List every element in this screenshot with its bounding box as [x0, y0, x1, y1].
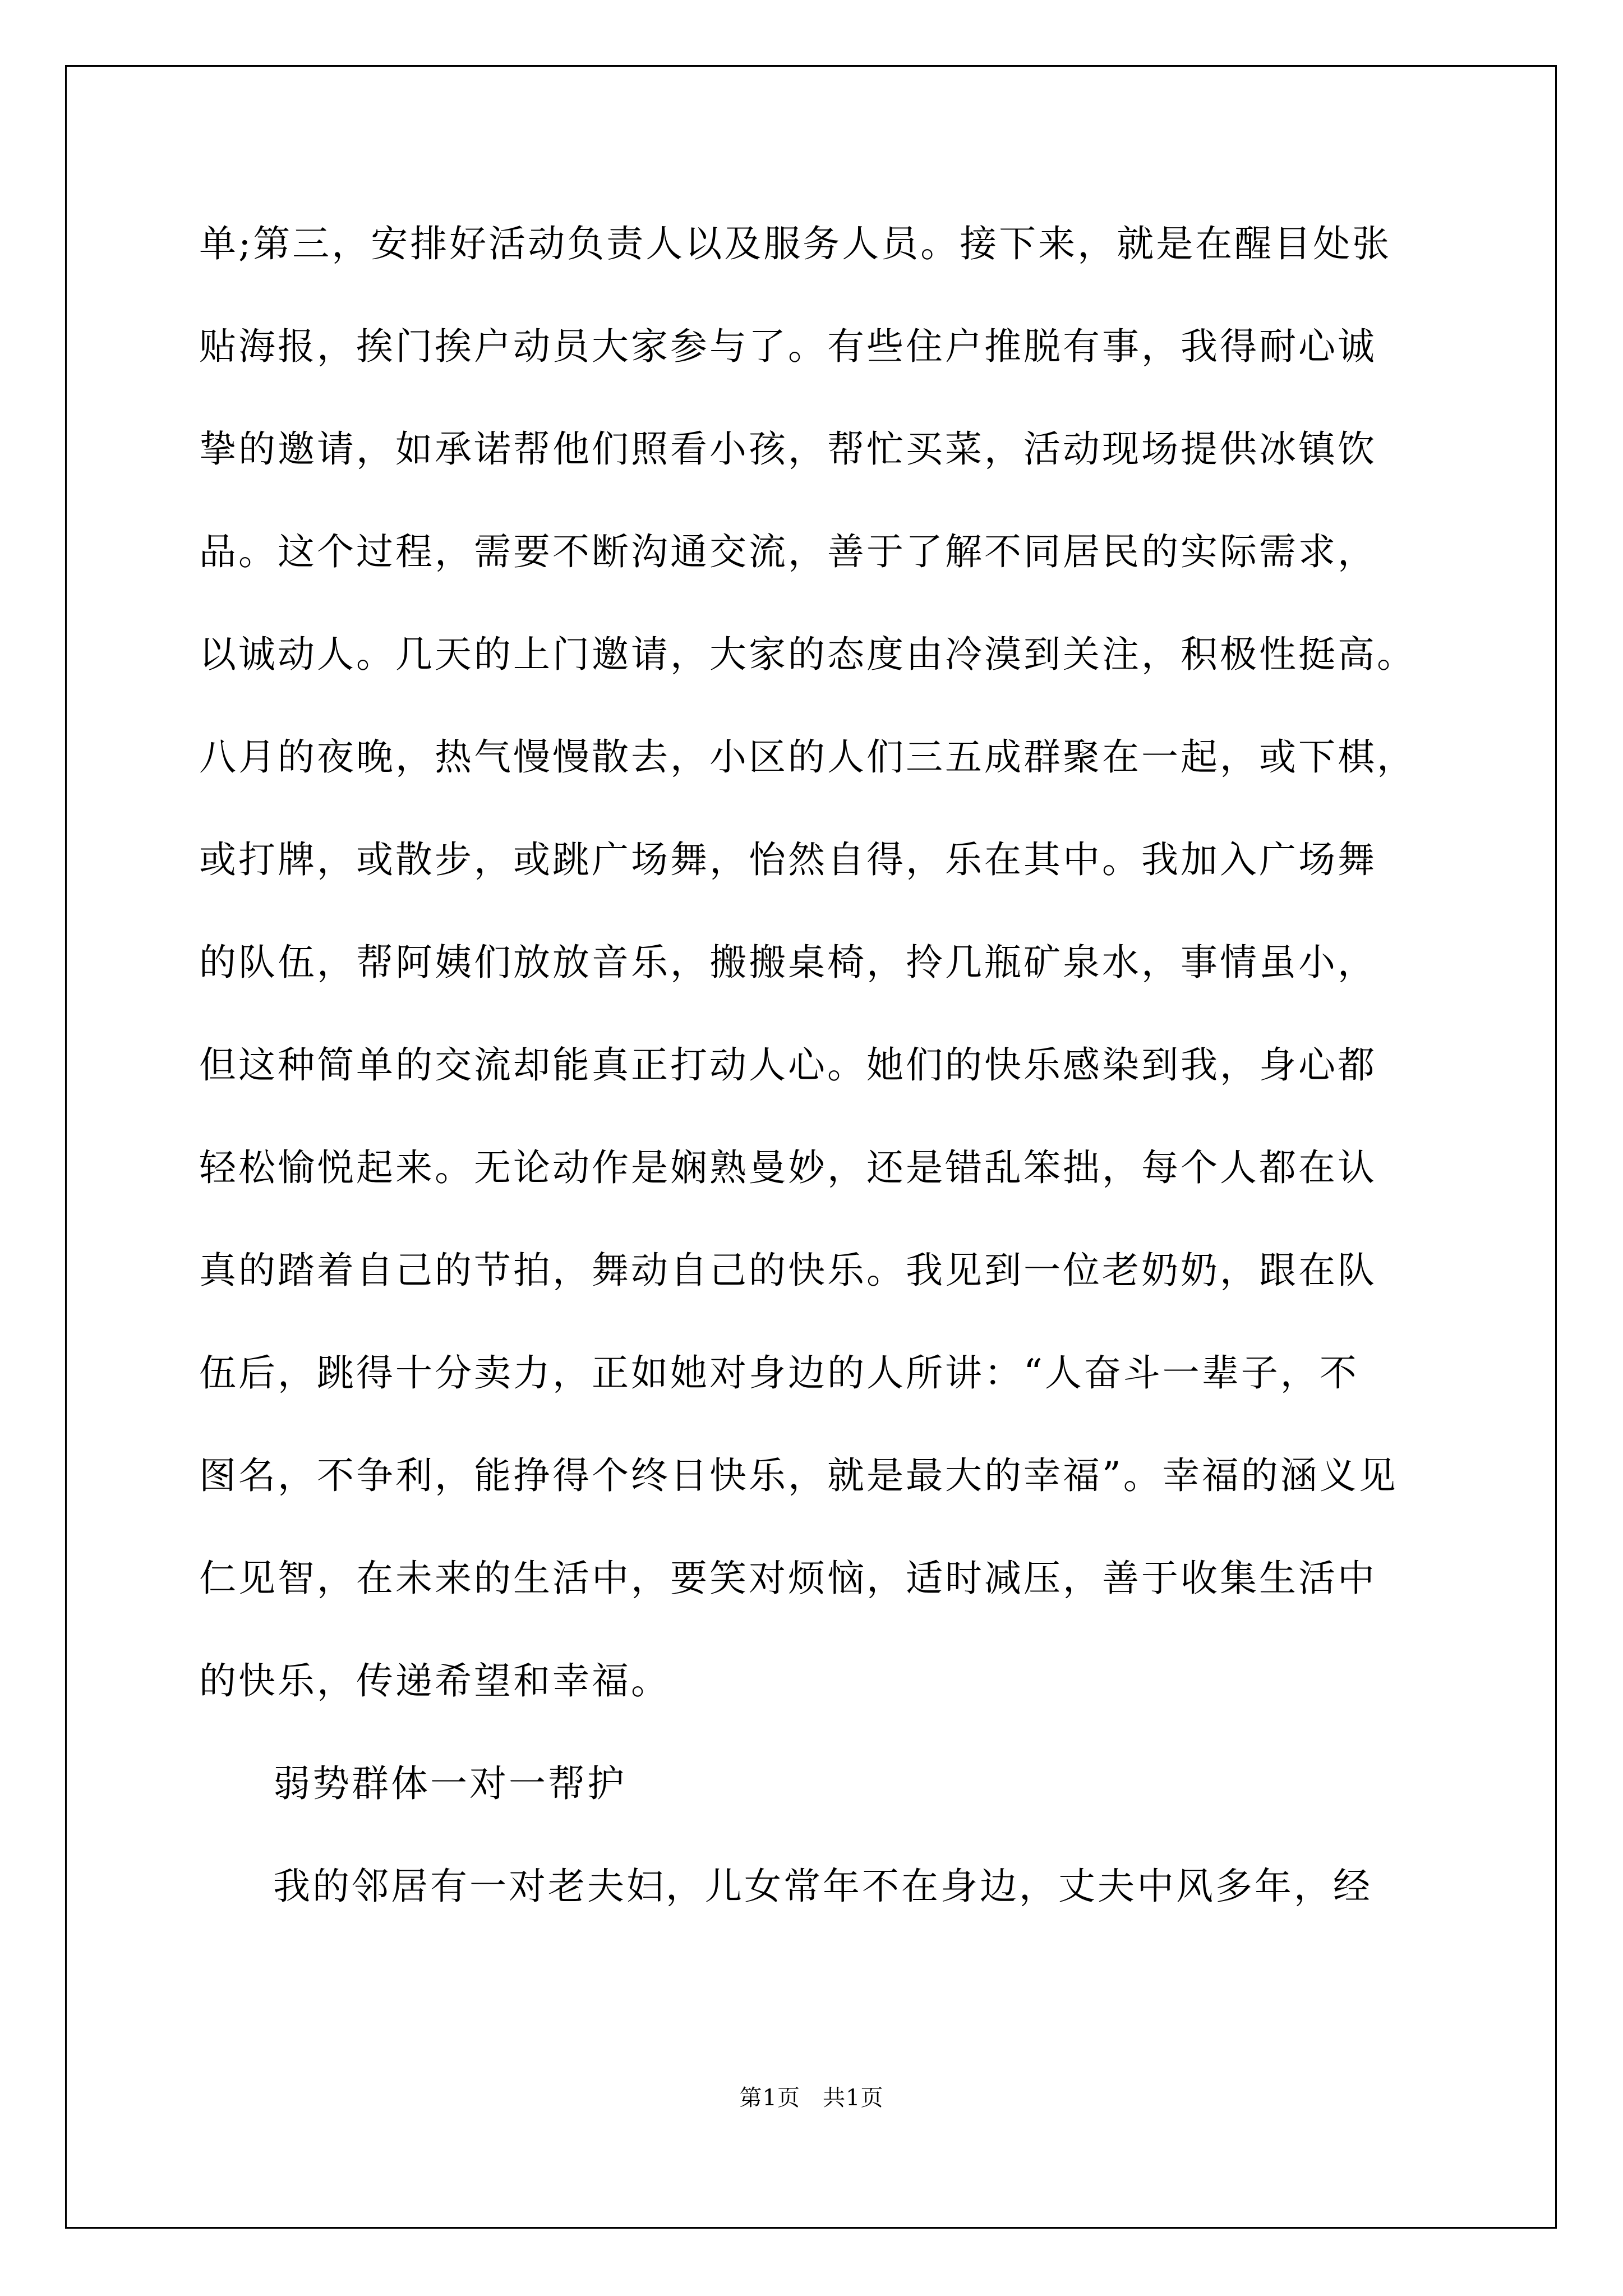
text-line: 品。这个过程，需要不断沟通交流，善于了解不同居民的实际需求， [199, 530, 1377, 573]
text-line: 的队伍，帮阿姨们放放音乐，搬搬桌椅，拎几瓶矿泉水，事情虽小， [199, 941, 1377, 984]
text-line: 八月的夜晚，热气慢慢散去，小区的人们三五成群聚在一起，或下棋， [199, 735, 1416, 779]
text-line: 轻松愉悦起来。无论动作是娴熟曼妙，还是错乱笨拙，每个人都在认 [199, 1146, 1377, 1189]
document-body [199, 219, 1433, 1964]
text-line: 单;第三，安排好活动负责人以及服务人员。接下来，就是在醒目处张 [199, 222, 1392, 265]
text-line: 以诚动人。几天的上门邀请，大家的态度由冷漠到关注，积极性挺高。 [199, 633, 1416, 676]
section-heading: 弱势群体一对一帮护 [273, 1762, 626, 1805]
text-line: 我的邻居有一对老夫妇，儿女常年不在身边，丈夫中风多年，经 [273, 1865, 1372, 1908]
text-line: 但这种简单的交流却能真正打动人心。她们的快乐感染到我，身心都 [199, 1043, 1377, 1087]
text-line: 图名，不争利，能挣得个终日快乐，就是最大的幸福”。幸福的涵义见 [199, 1454, 1398, 1497]
text-line: 或打牌，或散步，或跳广场舞，怡然自得，乐在其中。我加入广场舞 [199, 838, 1377, 881]
text-line: 贴海报，挨门挨户动员大家参与了。有些住户推脱有事，我得耐心诚 [199, 325, 1377, 368]
page-number: 第1页 [739, 2085, 800, 2111]
page-footer [0, 2084, 1623, 2112]
text-line: 仁见智，在未来的生活中，要笑对烦恼，适时减压，善于收集生活中 [199, 1557, 1377, 1600]
page-total: 共1页 [823, 2085, 884, 2111]
text-line: 伍后，跳得十分卖力，正如她对身边的人所讲：“人奋斗一辈子，不 [199, 1351, 1359, 1395]
text-line: 的快乐，传递希望和幸福。 [199, 1659, 670, 1703]
text-line: 真的踏着自己的节拍，舞动自己的快乐。我见到一位老奶奶，跟在队 [199, 1249, 1377, 1292]
text-line: 挚的邀请，如承诺帮他们照看小孩，帮忙买菜，活动现场提供冰镇饮 [199, 427, 1377, 471]
